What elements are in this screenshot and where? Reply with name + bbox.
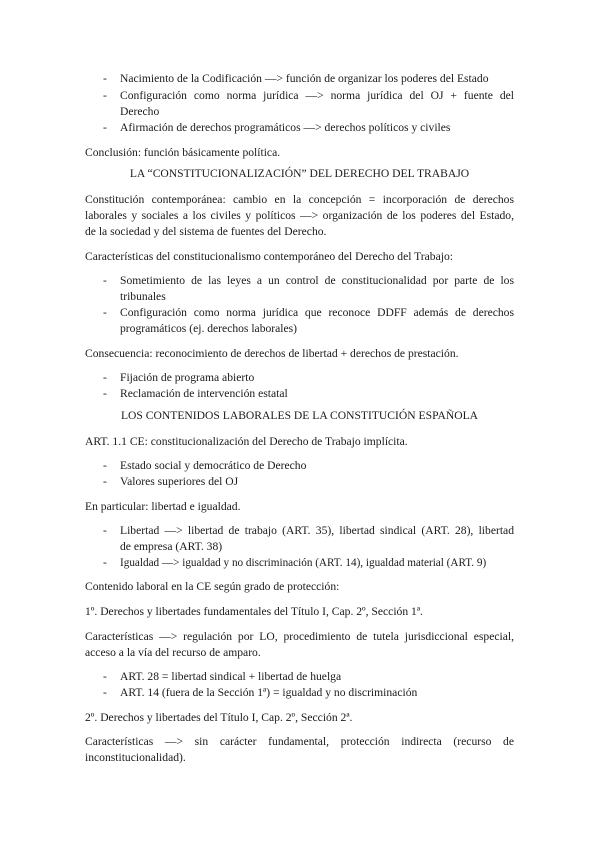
paragraph: En particular: libertad e igualdad.	[85, 500, 241, 513]
list-bullet: -	[103, 306, 107, 319]
paragraph-line: acceso a la vía del recurso de amparo.	[85, 646, 261, 659]
paragraph: Características del constitucionalismo contemporáneo del Derecho del Trabajo:	[85, 250, 453, 263]
paragraph-line: laborales y sociales a los civiles y políticos —> organización de los poderes del Estado,	[85, 209, 514, 222]
paragraph-line: Características —> sin carácter fundamental, protección indirecta (recurso de	[85, 735, 514, 748]
conclusion-paragraph: Conclusión: función básicamente política.	[85, 146, 281, 159]
list-bullet: -	[103, 387, 107, 400]
paragraph-line: Constitución contemporánea: cambio en la concepción = incorporación de derechos	[85, 193, 514, 206]
list-item: Libertad —> libertad de trabajo (ART. 35), libertad sindical (ART. 28), libertad	[120, 524, 514, 537]
paragraph: Consecuencia: reconocimiento de derechos de libertad + derechos de prestación.	[85, 347, 459, 360]
paragraph: Contenido laboral en la CE según grado de protección:	[85, 580, 340, 593]
list-item-continuation: de empresa (ART. 38)	[120, 540, 223, 553]
list-bullet: -	[103, 371, 107, 384]
list-item: Fijación de programa abierto	[120, 371, 255, 384]
list-item: Nacimiento de la Codificación —> función de organizar los poderes del Estado	[120, 72, 489, 85]
list-bullet: -	[103, 556, 107, 569]
list-item: ART. 28 = libertad sindical + libertad de huelga	[120, 670, 342, 683]
list-bullet: -	[103, 459, 107, 472]
list-bullet: -	[103, 524, 107, 537]
paragraph-line: de la sociedad y del sistema de fuentes del Derecho.	[85, 225, 327, 238]
paragraph: 2º. Derechos y libertades del Título I, Cap. 2º, Sección 2ª.	[85, 711, 353, 724]
paragraph-line: Características —> regulación por LO, procedimiento de tutela jurisdiccional especial,	[85, 630, 514, 643]
section-heading: LOS CONTENIDOS LABORALES DE LA CONSTITUCIÓN ESPAÑOLA	[120, 409, 479, 422]
list-item: Reclamación de intervención estatal	[120, 387, 288, 400]
list-item-continuation: tribunales	[120, 290, 166, 303]
list-bullet: -	[103, 274, 107, 287]
list-item: ART. 14 (fuera de la Sección 1ª) = igualdad y no discriminación	[120, 686, 418, 699]
list-bullet: -	[103, 686, 107, 699]
paragraph: 1º. Derechos y libertades fundamentales del Título I, Cap. 2º, Sección 1ª.	[85, 605, 423, 618]
list-bullet: -	[103, 72, 107, 85]
list-bullet: -	[103, 670, 107, 683]
list-bullet: -	[103, 475, 107, 488]
list-item: Valores superiores del OJ	[120, 475, 239, 488]
list-item: Configuración como norma jurídica que reconoce DDFF además de derechos	[120, 306, 514, 319]
list-bullet: -	[103, 121, 107, 134]
list-item: Configuración como norma jurídica —> norma jurídica del OJ + fuente del	[120, 89, 514, 102]
list-bullet: -	[103, 89, 107, 102]
list-item: Afirmación de derechos programáticos —> derechos políticos y civiles	[120, 121, 451, 134]
section-heading: LA “CONSTITUCIONALIZACIÓN” DEL DERECHO DEL TRABAJO	[129, 167, 470, 180]
list-item-continuation: programáticos (ej. derechos laborales)	[120, 322, 298, 335]
paragraph: ART. 1.1 CE: constitucionalización del Derecho de Trabajo implícita.	[85, 435, 408, 448]
list-item-continuation: Derecho	[120, 105, 160, 118]
list-item: Estado social y democrático de Derecho	[120, 459, 307, 472]
list-item: Sometimiento de las leyes a un control de constitucionalidad por parte de los	[120, 274, 514, 287]
paragraph-line: inconstitucionalidad).	[85, 751, 186, 764]
list-item: Igualdad —> igualdad y no discriminación (ART. 14), igualdad material (ART. 9)	[120, 557, 487, 569]
